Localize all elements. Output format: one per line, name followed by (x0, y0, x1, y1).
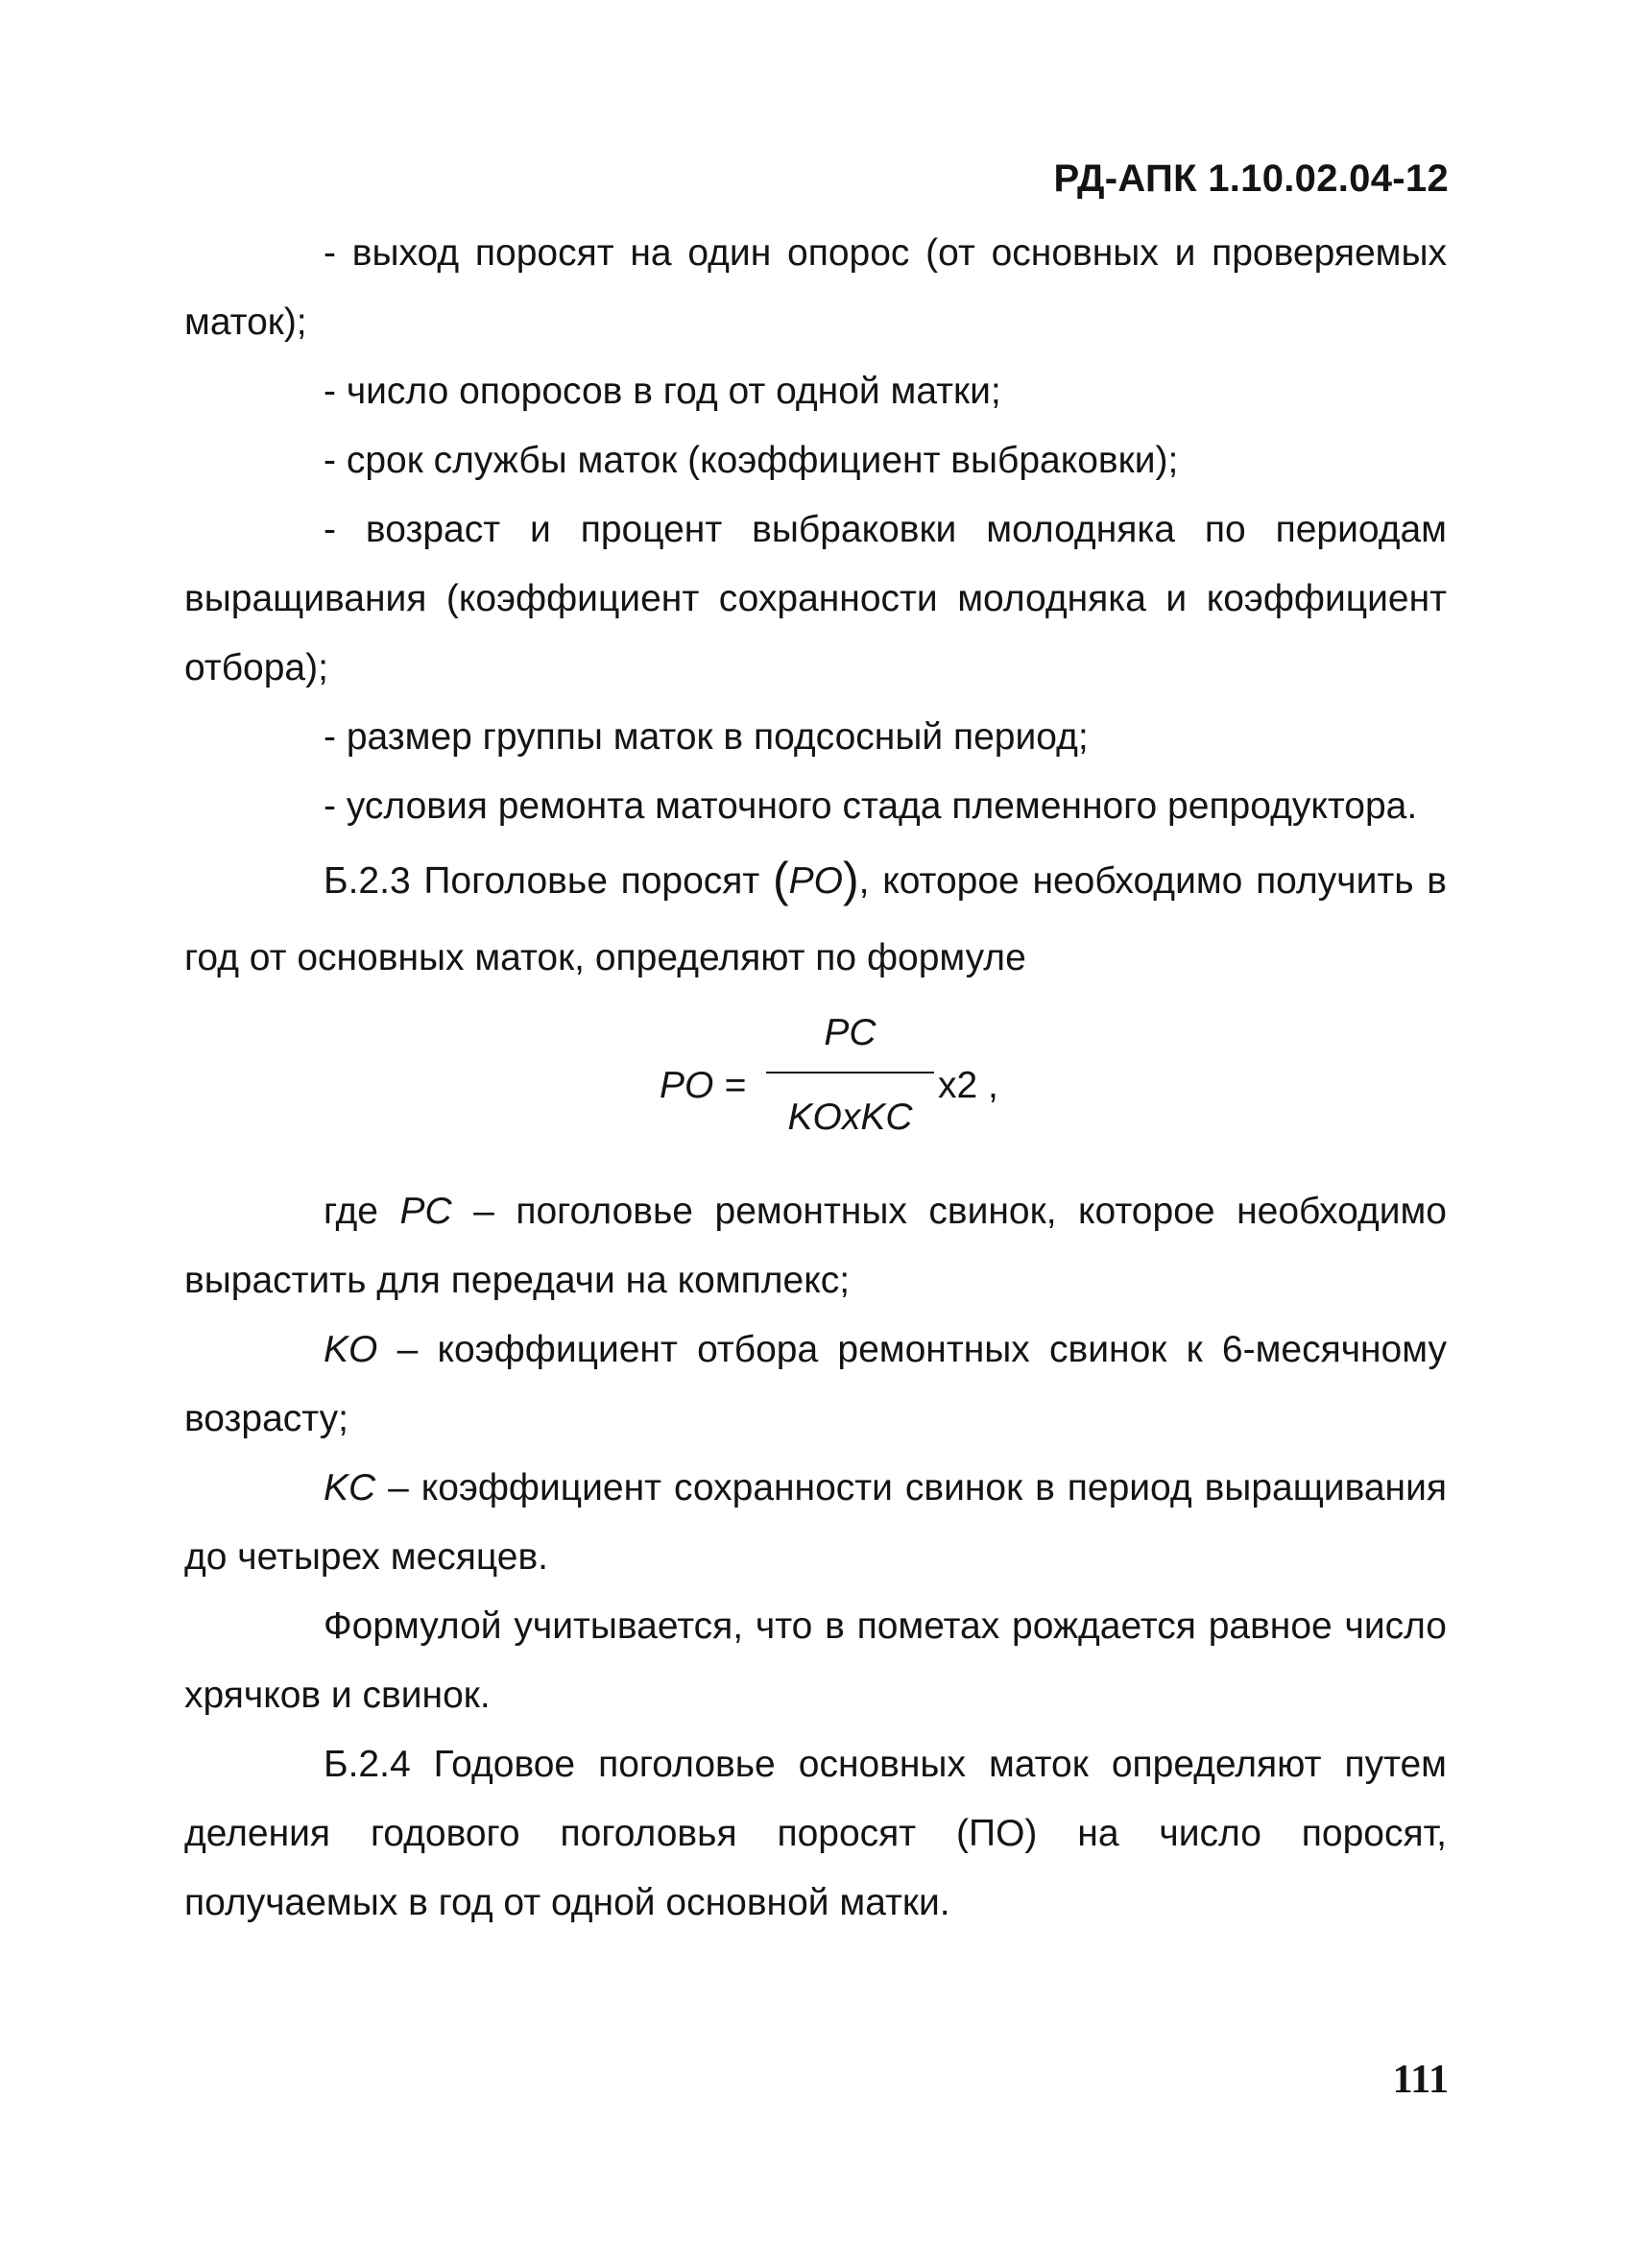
list-item-herd-replacement: - условия ремонта маточного стада племенного репродуктора. (324, 785, 1418, 827)
fraction-bar (766, 1072, 934, 1074)
variable-po: PO (788, 860, 844, 902)
definition-kc-text: – коэффициент сохранности свинок в период выращивания до четырех месяцев. (184, 1467, 1447, 1578)
list-item-sow-service-life: - срок службы маток (коэффициент выбраковки); (324, 440, 1179, 481)
definition-ko-var: KO (324, 1329, 378, 1370)
formula-numerator: PC (824, 1012, 877, 1053)
page-number: 111 (1392, 2058, 1449, 2102)
paragraph-b-2-3-lead: Б.2.3 Поголовье поросят (324, 860, 773, 902)
paragraph-b-2-3-rest: , которое необходимо получить в год от основных маток, определяют по формуле (184, 860, 1447, 978)
paren-close: ) (843, 853, 859, 906)
definition-pc-lead: где (324, 1191, 400, 1232)
definition-pc-text: – поголовье ремонтных свинок, которое необходимо вырастить для передачи на комплекс; (184, 1191, 1447, 1301)
list-item-farrowings-per-year: - число опоросов в год от одной матки; (324, 371, 1001, 412)
definition-kc (184, 1454, 1447, 1592)
formula-lhs: PO = (660, 1065, 746, 1106)
paren-open: ( (773, 853, 789, 906)
definition-ko (184, 1315, 1447, 1454)
definition-pc (184, 1177, 1447, 1315)
list-item-culling-by-age: - возраст и процент выбраковки молодняка по периодам выращивания (коэффициент сохранности молодняка и коэффициент отбора); (184, 509, 1447, 688)
list-item-sow-group-size: - размер группы маток в подсосный период; (324, 716, 1089, 758)
definition-pc-var: PC (399, 1191, 452, 1232)
paragraph-formula-note: Формулой учитывается, что в пометах рождается равное число хрячков и свинок. (184, 1605, 1447, 1716)
document-code-header: РД-АПК 1.10.02.04-12 (1053, 157, 1449, 200)
definition-ko-text: – коэффициент отбора ремонтных свинок к 6-месячному возрасту; (184, 1329, 1447, 1439)
formula-rhs: x2 , (938, 1065, 998, 1106)
formula-po (184, 1004, 1447, 1168)
paragraph-b-2-4: Б.2.4 Годовое поголовье основных маток определяют путем деления годового поголовья поросят (ПО) на число поросят, получаемых в год от одной основной матки. (184, 1744, 1447, 1923)
formula-denominator: KOxKC (787, 1097, 913, 1138)
definition-kc-var: KC (324, 1467, 376, 1508)
page-body (184, 219, 1447, 1938)
list-item-piglet-yield: - выход поросят на один опорос (от основных и проверяемых маток); (184, 232, 1447, 343)
paragraph-b-2-3 (184, 841, 1447, 997)
